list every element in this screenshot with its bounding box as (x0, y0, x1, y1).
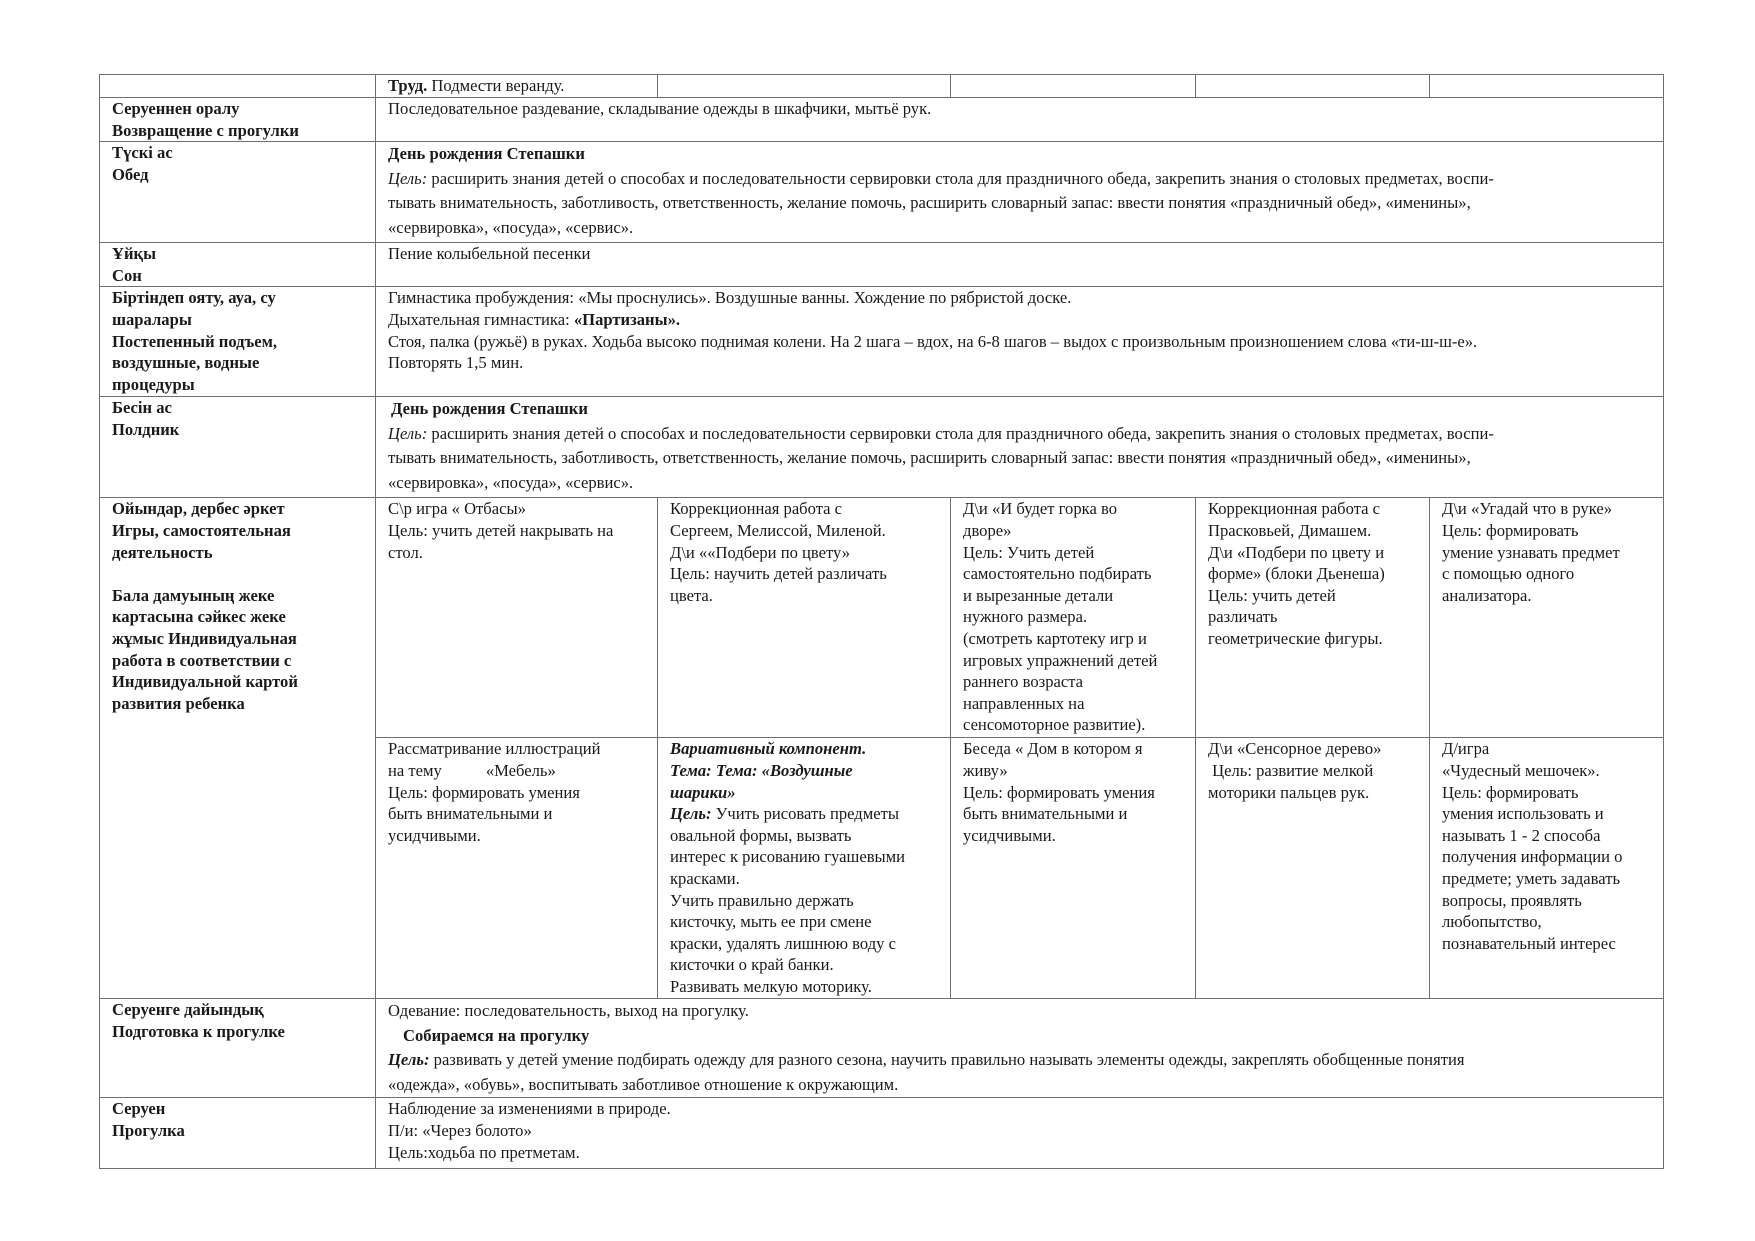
label-ru: Возвращение с прогулки (112, 120, 299, 140)
wakeup-line: Повторять 1,5 мин. (388, 353, 524, 373)
snack-row (100, 397, 1664, 498)
label-kz: Серуеннен оралу (112, 99, 240, 118)
sleep-row (100, 243, 1664, 287)
return-walk-content (376, 98, 1664, 142)
cell-line: Цель: учить детей накрывать на (388, 520, 614, 540)
cell-line: красками. (670, 868, 740, 888)
prep-line: развивать у детей умение подбирать одежду для разного сезона, научить правильно называть элементы одежды, закреплять обобщенные понятия (433, 1050, 1465, 1070)
walk-line: П/и: «Через болото» (388, 1120, 532, 1140)
cell-line: С\р игра « Отбасы» (388, 499, 526, 519)
cell-text: на тему (388, 760, 442, 780)
label-kz: Серуен (112, 1099, 166, 1119)
cell-line: называть 1 - 2 способа (1442, 825, 1601, 845)
daily-schedule-table (99, 74, 1664, 1169)
snack-label (100, 397, 376, 498)
snack-title: День рождения Степашки (391, 399, 588, 419)
cell-line: интерес к рисованию гуашевыми (670, 847, 906, 867)
label-line: Индивидуальной картой (112, 672, 298, 692)
walk-line: Цель:ходьба по претметам. (388, 1142, 580, 1162)
label-line: воздушные, водные (112, 353, 260, 373)
cell-line: игровых упражнений детей (963, 650, 1158, 670)
cell-line: сенсомоторное развитие). (963, 715, 1146, 735)
games-cell-tue (658, 498, 951, 738)
cell-text: «Мебель» (485, 760, 556, 780)
wakeup-line: Гимнастика пробуждения: «Мы проснулись». Воздушные ванны. Хождение по рябристой доске. (388, 288, 1072, 308)
sleep-label (100, 243, 376, 287)
empty-label-cell (100, 75, 376, 98)
cell-line: форме» (блоки Дьенеша) (1208, 564, 1385, 584)
goal-label: Цель: (670, 804, 712, 824)
wakeup-label (100, 287, 376, 397)
cell-line: различать (1208, 607, 1278, 627)
games-cell-fri-2 (1430, 738, 1664, 999)
cell-line: Д\и «Угадай что в руке» (1442, 499, 1613, 519)
cell-line: быть внимательными и (963, 804, 1128, 824)
snack-goal-line: тывать внимательность, заботливость, ответственность, желание помочь, расширить словарный запас: ввести понятия «праздничный обед», «именины», (388, 448, 1471, 468)
cell-line: с помощью одного (1442, 564, 1575, 584)
goal-label: Цель: (388, 423, 428, 443)
cell-line: Цель: формировать (1442, 782, 1579, 802)
games-cell-wed-2 (951, 738, 1196, 999)
empty-cell (658, 75, 951, 98)
return-walk-row (100, 98, 1664, 142)
sleep-text: Пение колыбельной песенки (388, 244, 591, 264)
labor-text: Подмести веранду. (431, 76, 565, 95)
lunch-goal-line: расширить знания детей о способах и последовательности сервировки стола для праздничного обеда, закрепить знания о столовых предметах, воспи- (431, 168, 1494, 188)
cell-line: Цель: формировать умения (963, 782, 1155, 802)
label-ru: Подготовка к прогулке (112, 1021, 285, 1041)
cell-line: Д\и «Подбери по цвету и (1208, 542, 1385, 562)
cell-line: раннего возраста (963, 672, 1084, 692)
games-label (100, 498, 376, 999)
cell-line: и вырезанные детали (963, 585, 1114, 605)
empty-cell (951, 75, 1196, 98)
label-ru: Сон (112, 265, 142, 285)
label-kz: Бесін ас (112, 398, 172, 418)
label-line: Постепенный подъем, (112, 331, 278, 351)
cell-line: Развивать мелкую моторику. (670, 976, 872, 996)
goal-label: Цель: (388, 1050, 430, 1070)
return-walk-label (100, 98, 376, 142)
games-row-1 (100, 498, 1664, 738)
label-line: работа в соответствии с (112, 650, 292, 670)
cell-line: Цель: Учить детей (963, 542, 1095, 562)
lunch-title: День рождения Степашки (388, 144, 585, 164)
games-cell-wed (951, 498, 1196, 738)
games-cell-mon-2 (376, 738, 658, 999)
games-cell-fri (1430, 498, 1664, 738)
cell-line: усидчивыми. (963, 825, 1056, 845)
walk-row (100, 1098, 1664, 1169)
cell-line: цвета. (670, 585, 713, 605)
label-line: развития ребенка (112, 693, 245, 713)
cell-line: самостоятельно подбирать (963, 564, 1152, 584)
games-cell-mon (376, 498, 658, 738)
label-line: Игры, самостоятельная (112, 520, 291, 540)
cell-line: направленных на (963, 693, 1085, 713)
labor-row (100, 75, 1664, 98)
cell-line: овальной формы, вызвать (670, 825, 852, 845)
label-line: жұмыс Индивидуальная (112, 628, 297, 648)
cell-line: усидчивыми. (388, 825, 481, 845)
cell-line: Коррекционная работа с (670, 499, 843, 519)
snack-goal-line: расширить знания детей о способах и последовательности сервировки стола для праздничного обеда, закрепить знания о столовых предметах, воспи- (431, 423, 1494, 443)
label-kz: Ұйқы (112, 244, 157, 264)
label-line: шаралары (112, 309, 192, 329)
cell-line: Цель: научить детей различать (670, 564, 887, 584)
wakeup-row (100, 287, 1664, 397)
cell-line: умение узнавать предмет (1442, 542, 1620, 562)
cell-line: предмете; уметь задавать (1442, 868, 1621, 888)
cell-line: Сергеем, Мелиссой, Миленой. (670, 520, 886, 540)
lunch-goal-line: «сервировка», «посуда», «сервис». (388, 217, 634, 237)
cell-line: Д/игра (1442, 739, 1490, 759)
cell-line: живу» (963, 760, 1008, 780)
empty-cell (1196, 75, 1430, 98)
cell-line: (смотреть картотеку игр и (963, 628, 1147, 648)
cell-text: Учить рисовать предметы (715, 804, 899, 824)
games-cell-thu-2 (1196, 738, 1430, 999)
label-kz: Түскі ас (112, 143, 173, 163)
prep-line: «одежда», «обувь», воспитывать заботливое отношение к окружающим. (388, 1074, 899, 1094)
cell-line: кисточки о край банки. (670, 955, 834, 975)
cell-line: дворе» (963, 520, 1012, 540)
prep-line: Одевание: последовательность, выход на прогулку. (388, 1001, 749, 1021)
lunch-content (376, 142, 1664, 243)
topic-line: Тема: Тема: «Воздушные (670, 760, 853, 780)
label-ru: Прогулка (112, 1120, 185, 1140)
cell-line: Д\и ««Подбери по цвету» (670, 542, 851, 562)
lunch-goal-line: тывать внимательность, заботливость, ответственность, желание помочь, расширить словарный запас: ввести понятия «праздничный обед», «именины», (388, 193, 1471, 213)
wakeup-content (376, 287, 1664, 397)
label-line: Бала дамуының жеке (112, 585, 275, 605)
label-ru: Обед (112, 164, 149, 184)
games-cell-thu (1196, 498, 1430, 738)
cell-line: моторики пальцев рук. (1208, 782, 1370, 802)
cell-line: Цель: формировать умения (388, 782, 580, 802)
topic-line: шарики» (670, 782, 736, 802)
cell-line: «Чудесный мешочек». (1442, 760, 1600, 780)
cell-line: кисточку, мыть ее при смене (670, 912, 872, 932)
label-ru: Полдник (112, 419, 180, 439)
cell-line: Коррекционная работа с (1208, 499, 1381, 519)
label-line: процедуры (112, 374, 195, 394)
cell-line: анализатора. (1442, 585, 1532, 605)
prep-content (376, 999, 1664, 1098)
cell-line: Цель: учить детей (1208, 585, 1336, 605)
snack-content (376, 397, 1664, 498)
variative-title: Вариативный компонент. (670, 739, 867, 759)
label-kz: Серуенге дайындық (112, 1000, 264, 1020)
cell-line: Цель: развитие мелкой (1208, 760, 1374, 780)
cell-line: любопытство, (1442, 912, 1542, 932)
cell-line: умения использовать и (1442, 804, 1604, 824)
cell-line: Д\и «И будет горка во (963, 499, 1117, 519)
cell-line: Д\и «Сенсорное дерево» (1208, 739, 1382, 759)
cell-line: Учить правильно держать (670, 890, 854, 910)
cell-line: стол. (388, 542, 423, 562)
empty-cell (1430, 75, 1664, 98)
prep-row (100, 999, 1664, 1098)
cell-line: геометрические фигуры. (1208, 628, 1383, 648)
cell-line: Цель: формировать (1442, 520, 1579, 540)
breathing-label: Дыхательная гимнастика: (388, 309, 570, 329)
cell-line: Беседа « Дом в котором я (963, 739, 1143, 759)
prep-title: Собираемся на прогулку (403, 1025, 590, 1045)
prep-label (100, 999, 376, 1098)
cell-line: Прасковьей, Димашем. (1208, 520, 1372, 540)
label-line: деятельность (112, 542, 213, 562)
labor-cell (376, 75, 658, 98)
cell-line: Рассматривание иллюстраций (388, 739, 601, 759)
cell-line: получения информации о (1442, 847, 1623, 867)
cell-line: познавательный интерес (1442, 933, 1616, 953)
lunch-row (100, 142, 1664, 243)
walk-line: Наблюдение за изменениями в природе. (388, 1099, 671, 1119)
snack-goal-line: «сервировка», «посуда», «сервис». (388, 472, 634, 492)
walk-label (100, 1098, 376, 1169)
cell-line: нужного размера. (963, 607, 1088, 627)
walk-content (376, 1098, 1664, 1169)
cell-line: быть внимательными и (388, 804, 553, 824)
breathing-name: «Партизаны». (573, 309, 681, 329)
games-cell-tue-2 (658, 738, 951, 999)
labor-title: Труд. (388, 76, 428, 95)
cell-line: вопросы, проявлять (1442, 890, 1582, 910)
label-line: Ойындар, дербес әркет (112, 499, 285, 519)
cell-line: краски, удалять лишнюю воду с (670, 933, 896, 953)
label-line: картасына сәйкес жеке (112, 607, 286, 627)
label-line: Біртіндеп ояту, ауа, су (112, 288, 276, 308)
return-walk-text: Последовательное раздевание, складывание одежды в шкафчики, мытьё рук. (388, 99, 932, 118)
wakeup-line: Стоя, палка (ружьё) в руках. Ходьба высоко поднимая колени. На 2 шага – вдох, на 6-8 шагов – выдох с произвольным произношением слова «ти-ш-ш-е». (388, 331, 1478, 351)
lunch-label (100, 142, 376, 243)
goal-label: Цель: (388, 168, 428, 188)
sleep-content (376, 243, 1664, 287)
